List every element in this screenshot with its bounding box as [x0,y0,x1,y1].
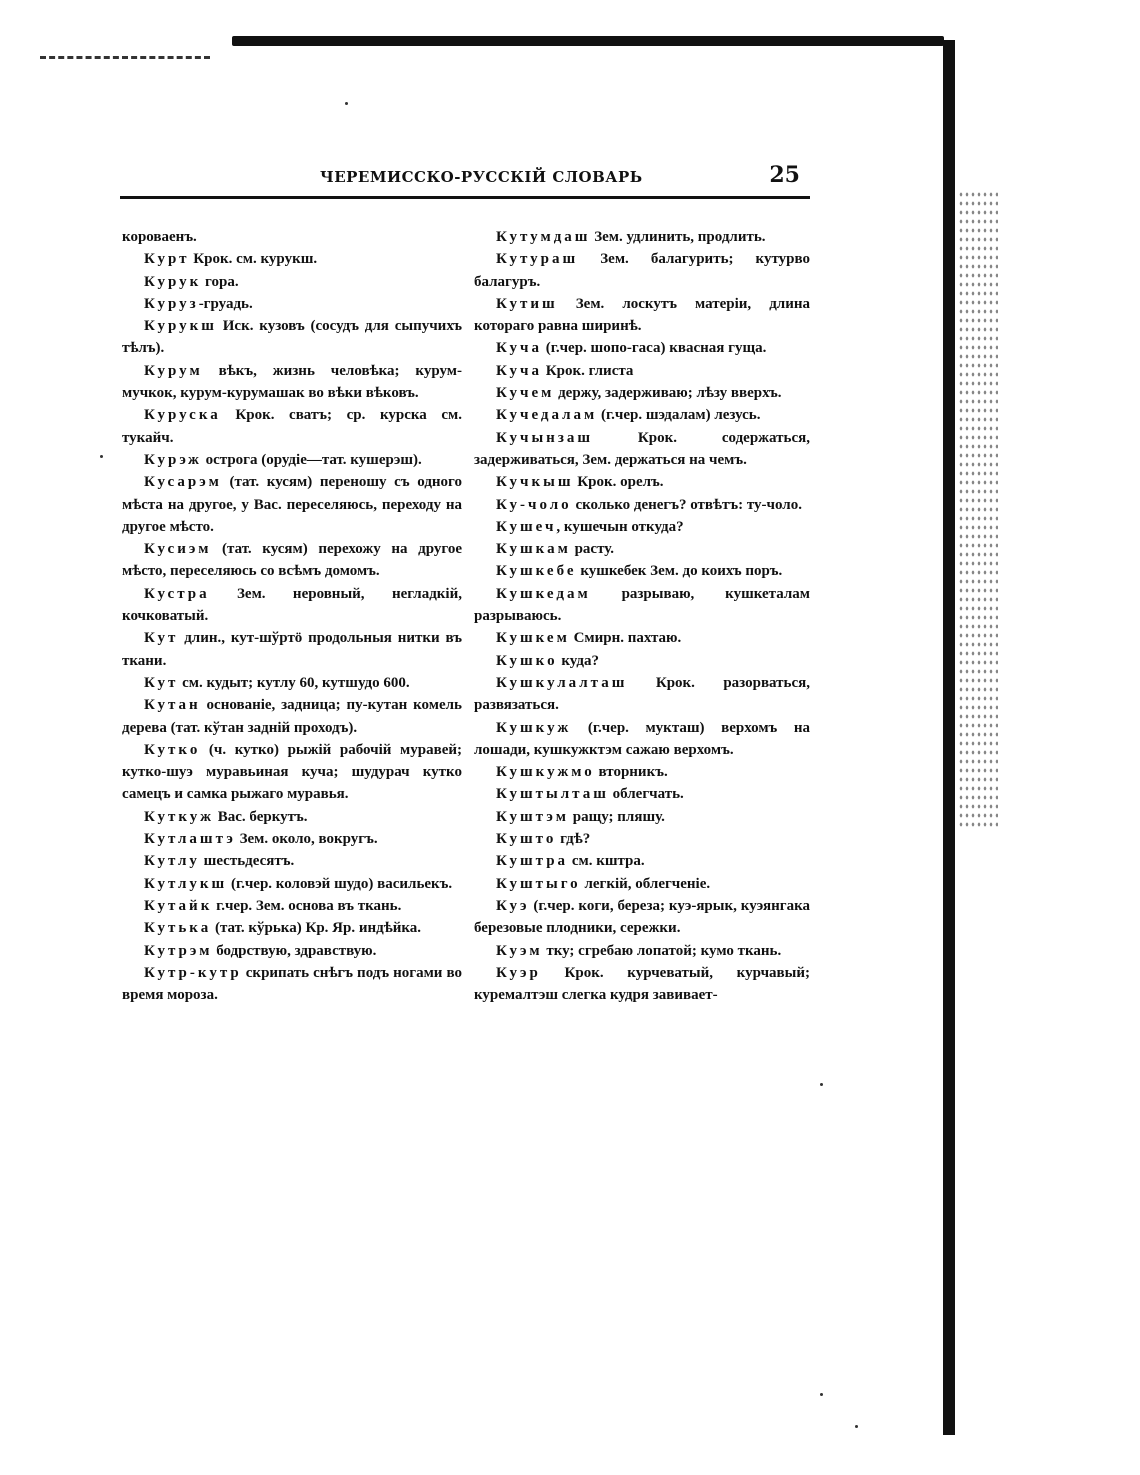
scan-speck [855,1425,858,1428]
entry-headword: Курукш [144,318,217,335]
entry-headword: Кутумдаш [496,229,591,245]
entry-definition: (г.чер. коловэй шудо) васильекъ. [227,875,453,892]
entry-definition: вторникъ. [594,764,668,781]
entry-definition: Крок. см. курукш. [189,251,318,268]
entry-definition: см. кудыт; кутлу 60, кутшудо 600. [178,674,410,691]
entry-definition: Крок. сватъ; ср. курска см. тукайч. [122,407,462,446]
entry-definition: гора. [201,273,239,290]
entry-headword: Кутайк [144,897,213,914]
entry-headword: Кутураш [496,251,579,268]
entry-headword: Куча [496,362,542,379]
dictionary-entry [474,873,810,895]
dictionary-entry [474,672,810,717]
entry-definition: расту. [570,541,614,558]
entry-definition: (г.чер. мукташ) верхомъ на лошади, кушкужктэм сажаю верхомъ. [474,719,810,758]
entry-headword: Кушкедам [496,585,591,602]
dictionary-entry [122,315,462,360]
entry-headword: Кушкам [496,541,571,558]
dictionary-entry [474,360,810,382]
entry-headword: Кучем [496,385,555,402]
dictionary-entry [474,650,810,672]
entry-headword: Кут [144,630,179,647]
entry-headword: Куча [496,340,542,357]
left-column [122,226,462,1006]
entry-definition: держу, задерживаю; лѣзу вверхъ. [554,385,782,402]
dictionary-entry [122,694,462,739]
dictionary-entry [474,337,810,359]
entry-definition: Иск. кузовъ (сосудъ для сыпучихъ тѣлъ). [122,318,462,357]
dictionary-entry [474,560,810,582]
entry-definition: разрываю, кушкеталам разрываюсь. [474,585,810,625]
dictionary-entry [474,226,810,248]
scan-speck [820,1393,823,1396]
dictionary-entry [474,828,810,850]
dictionary-entry [122,538,462,583]
entry-headword: Куштэм [496,808,569,825]
entry-headword: Куэм [496,942,543,959]
entry-definition: облегчать. [608,786,684,803]
dictionary-entry [122,404,462,449]
entry-definition: (г.чер. коги, береза; куэ-ярык, куэянгака березовые плодники, сережки. [474,897,810,937]
entry-definition: кушкебек Зем. до коихъ поръ. [576,563,783,580]
scan-border-top [232,36,944,46]
dictionary-entry [474,850,810,872]
dictionary-entry [474,806,810,828]
entry-headword: Ку-чоло [496,496,572,513]
dictionary-entry [474,783,810,805]
entry-definition: Зем. неровный, негладкій, кочковатый. [122,585,462,625]
entry-headword: Кутлу [144,853,200,870]
page-number: 25 [769,162,800,188]
dictionary-entry [474,583,810,628]
entry-definition: гдѣ? [556,831,591,848]
entry-headword: Куруз [144,295,199,312]
entry-definition: Крок. разорваться, развязаться. [474,674,810,714]
entry-headword: Кучкыш [496,474,574,491]
entry-headword: Кучынзаш [496,429,594,446]
entry-definition: , кушечын откуда? [556,518,684,535]
entry-definition: острога (орудіе—тат. кушерэш). [201,451,422,468]
entry-headword: Кушкужмо [496,764,595,781]
dictionary-entry [122,739,462,806]
entry-definition: (г.чер. шэдалам) лезусь. [597,407,761,424]
entry-definition: (тат. кўрька) Кр. Яр. индѣйка. [211,920,422,937]
entry-definition: Крок. глиста [541,362,634,379]
entry-headword: Кутко [144,741,201,758]
entry-headword: Куруска [144,407,221,424]
entry-headword: Куткуж [144,808,214,825]
dictionary-entry [474,382,810,404]
entry-headword: Кушто [496,831,557,848]
dictionary-entry [474,895,810,940]
entry-definition: легкій, облегченіе. [580,875,711,892]
entry-headword: Кутлаштэ [144,831,236,848]
scan-smudge-top-left [40,42,210,59]
dictionary-entry [122,293,462,315]
dictionary-entry [122,583,462,628]
scan-noise-right [958,190,998,830]
entry-headword: Кучедалам [496,407,598,424]
entry-headword: Кушко [496,652,558,669]
entry-definition: вѣкъ, жизнь человѣка; курум-мучкок, курум-курумашак во вѣки вѣковъ. [122,362,462,402]
entry-definition: см. кштра. [568,853,645,870]
dictionary-entry [474,293,810,338]
entry-headword: Куэр [496,964,541,981]
dictionary-entry [122,471,462,538]
entry-definition: ращу; пляшу. [568,808,665,825]
dictionary-entry [474,538,810,560]
entry-definition: г.чер. Зем. основа въ ткань. [212,897,402,914]
entry-definition: основаніе, задница; пу-кутан комель дерева (тат. кўтан задній проходъ). [122,697,462,736]
scan-border-right [943,40,955,1435]
entry-definition: Вас. беркутъ. [213,808,308,825]
dictionary-entry [122,226,462,248]
entry-headword: Куштылташ [496,786,609,803]
entry-headword: Куштра [496,853,569,870]
entry-headword: Кустра [144,585,210,602]
entry-definition: Зем. около, вокругъ. [235,831,378,848]
entry-definition: Крок. содержаться, задерживаться, Зем. держаться на чемъ. [474,429,810,468]
page-header [120,160,810,199]
dictionary-entry [122,850,462,872]
entry-definition: Зем. балагурить; кутурво балагуръ. [474,251,810,290]
entry-definition: куда? [557,652,599,669]
dictionary-entry [122,940,462,962]
dictionary-entry [122,962,462,1007]
dictionary-entry [122,917,462,939]
dictionary-entry [474,940,810,962]
dictionary-entry [122,449,462,471]
entry-definition: -груадь. [198,295,253,312]
dictionary-entry [474,761,810,783]
scan-speck [100,455,103,458]
entry-headword: Кушкуж [496,719,572,736]
entry-headword: Кусиэм [144,541,212,558]
dictionary-entry [474,717,810,762]
right-column [474,226,810,1006]
entry-headword: Кутька [144,920,212,937]
entry-definition: (г.чер. шопо-гаса) квасная гуща. [541,340,767,357]
entry-headword: Кусарэм [144,474,222,491]
entry-definition: Крок. орелъ. [573,474,664,491]
dictionary-entry [122,248,462,270]
dictionary-entry [122,271,462,293]
entry-headword: Кутлукш [144,875,228,892]
entry-definition: шестьдесятъ. [199,853,295,870]
entry-definition: Крок. курчеватый, курчавый; куремалтэш слегка кудря завивает- [474,964,810,1004]
entry-headword: Кушкулалташ [496,674,628,691]
entry-headword: Кут [144,674,179,691]
entry-definition: (тат. кусям) переношу съ одного мѣста на другое, у Вас. переселяюсь, переходу на другое мѣсто. [122,474,462,535]
page-title: ЧЕРЕМИССКО-РУССКІЙ СЛОВАРЬ [320,168,643,186]
entry-headword: Курэж [144,451,202,468]
entry-headword: Кушкем [496,630,570,647]
entry-definition: (тат. кусям) перехожу на другое мѣсто, переселяюсь со всѣмъ домомъ. [122,541,462,580]
dictionary-entry [474,427,810,472]
entry-headword: Кутрэм [144,942,213,959]
dictionary-entry [474,494,810,516]
entry-definition: бодрствую, здравствую. [212,942,377,959]
dictionary-entry [122,895,462,917]
dictionary-entry [122,627,462,672]
dictionary-entry [122,873,462,895]
entry-headword: Кутр-кутр [144,964,242,981]
dictionary-entry [474,404,810,426]
entry-headword: Куштыго [496,875,581,892]
entry-definition: сколько денегъ? отвѣтъ: ту-чоло. [571,496,802,513]
entry-headword: Кушеч [496,518,557,535]
entry-headword: Курук [144,273,202,290]
entry-definition: Смирн. пахтаю. [569,630,682,647]
dictionary-entry [122,828,462,850]
entry-headword: Кутан [144,697,201,714]
dictionary-entry [122,672,462,694]
entry-headword: Куэ [496,897,530,914]
dictionary-entry [474,471,810,493]
scan-speck [820,1083,823,1086]
entry-definition: скрипать снѣгъ подъ ногами во время мороза. [122,964,462,1004]
dictionary-entry [474,962,810,1007]
dictionary-entry [122,806,462,828]
entry-headword: Кушкебе [496,563,577,580]
scan-speck [345,102,348,105]
dictionary-entry [474,248,810,293]
entry-definition: длин., кут-шўртӧ продольныя нитки въ ткани. [122,630,462,669]
dictionary-entry [474,627,810,649]
dictionary-entry [474,516,810,538]
entry-definition: тку; сгребаю лопатой; кумо ткань. [542,942,782,959]
entry-headword: Курт [144,251,190,268]
entry-definition: Зем. удлинить, продлить. [590,229,766,245]
entry-definition: (ч. кутко) рыжій рабочій муравей; кутко-шуэ муравьиная куча; шудурач кутко самецъ и самка рыжаго муравья. [122,741,462,803]
entry-headword: Кутиш [496,295,558,312]
entry-definition: Зем. лоскутъ матеріи, длина котораго равна ширинѣ. [474,295,810,335]
entry-definition: коровaенъ. [122,229,197,245]
entry-headword: Курум [144,362,203,379]
dictionary-entry [122,360,462,405]
